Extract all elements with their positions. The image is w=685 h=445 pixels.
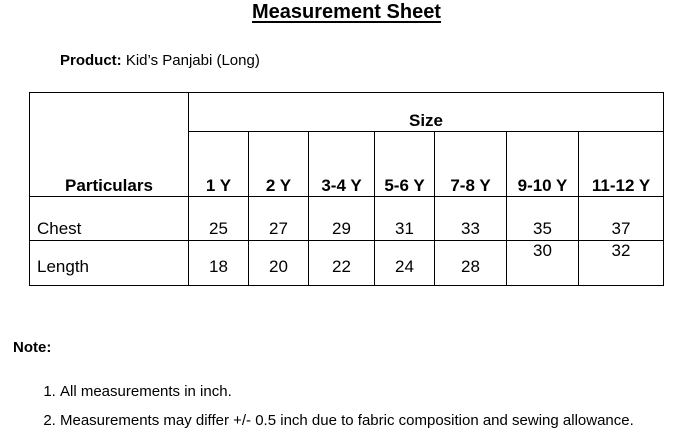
size-column-header: 3-4 Y — [309, 132, 375, 197]
table-cell: 18 — [189, 241, 249, 286]
table-cell: 22 — [309, 241, 375, 286]
size-header: Size — [189, 93, 664, 132]
table-row — [30, 241, 664, 286]
table-cell: 27 — [249, 197, 309, 241]
size-column-header: 1 Y — [189, 132, 249, 197]
product-line — [60, 52, 260, 69]
table-cell: 29 — [309, 197, 375, 241]
size-column-header: 5-6 Y — [375, 132, 435, 197]
size-column-header: 11-12 Y — [579, 132, 664, 197]
table-cell: 37 — [579, 197, 664, 241]
table-cell: 25 — [189, 197, 249, 241]
list-item: 2. Measurements may differ +/- 0.5 inch due to fabric composition and sewing allowance. — [60, 406, 634, 435]
note-title: Note: — [13, 339, 52, 356]
list-item: 1. All measurements in inch. — [60, 377, 634, 406]
table-row — [30, 197, 664, 241]
product-name: Kid’s Panjabi (Long) — [125, 52, 260, 69]
table-cell: 24 — [375, 241, 435, 286]
product-label: Product: — [60, 52, 122, 69]
table-cell: 32 — [579, 241, 664, 286]
table-cell: 33 — [435, 197, 507, 241]
table-cell: 31 — [375, 197, 435, 241]
row-label-chest: Chest — [30, 197, 189, 241]
size-column-header: 7-8 Y — [435, 132, 507, 197]
table-cell: 20 — [249, 241, 309, 286]
size-column-header: 2 Y — [249, 132, 309, 197]
size-column-header: 9-10 Y — [507, 132, 579, 197]
table-cell: 30 — [507, 241, 579, 286]
row-label-length: Length — [30, 241, 189, 286]
measurement-table — [29, 92, 664, 286]
page-title: Measurement Sheet — [252, 1, 441, 23]
particulars-header: Particulars — [30, 93, 189, 197]
table-cell: 35 — [507, 197, 579, 241]
table-cell: 28 — [435, 241, 507, 286]
notes-list — [0, 377, 634, 435]
